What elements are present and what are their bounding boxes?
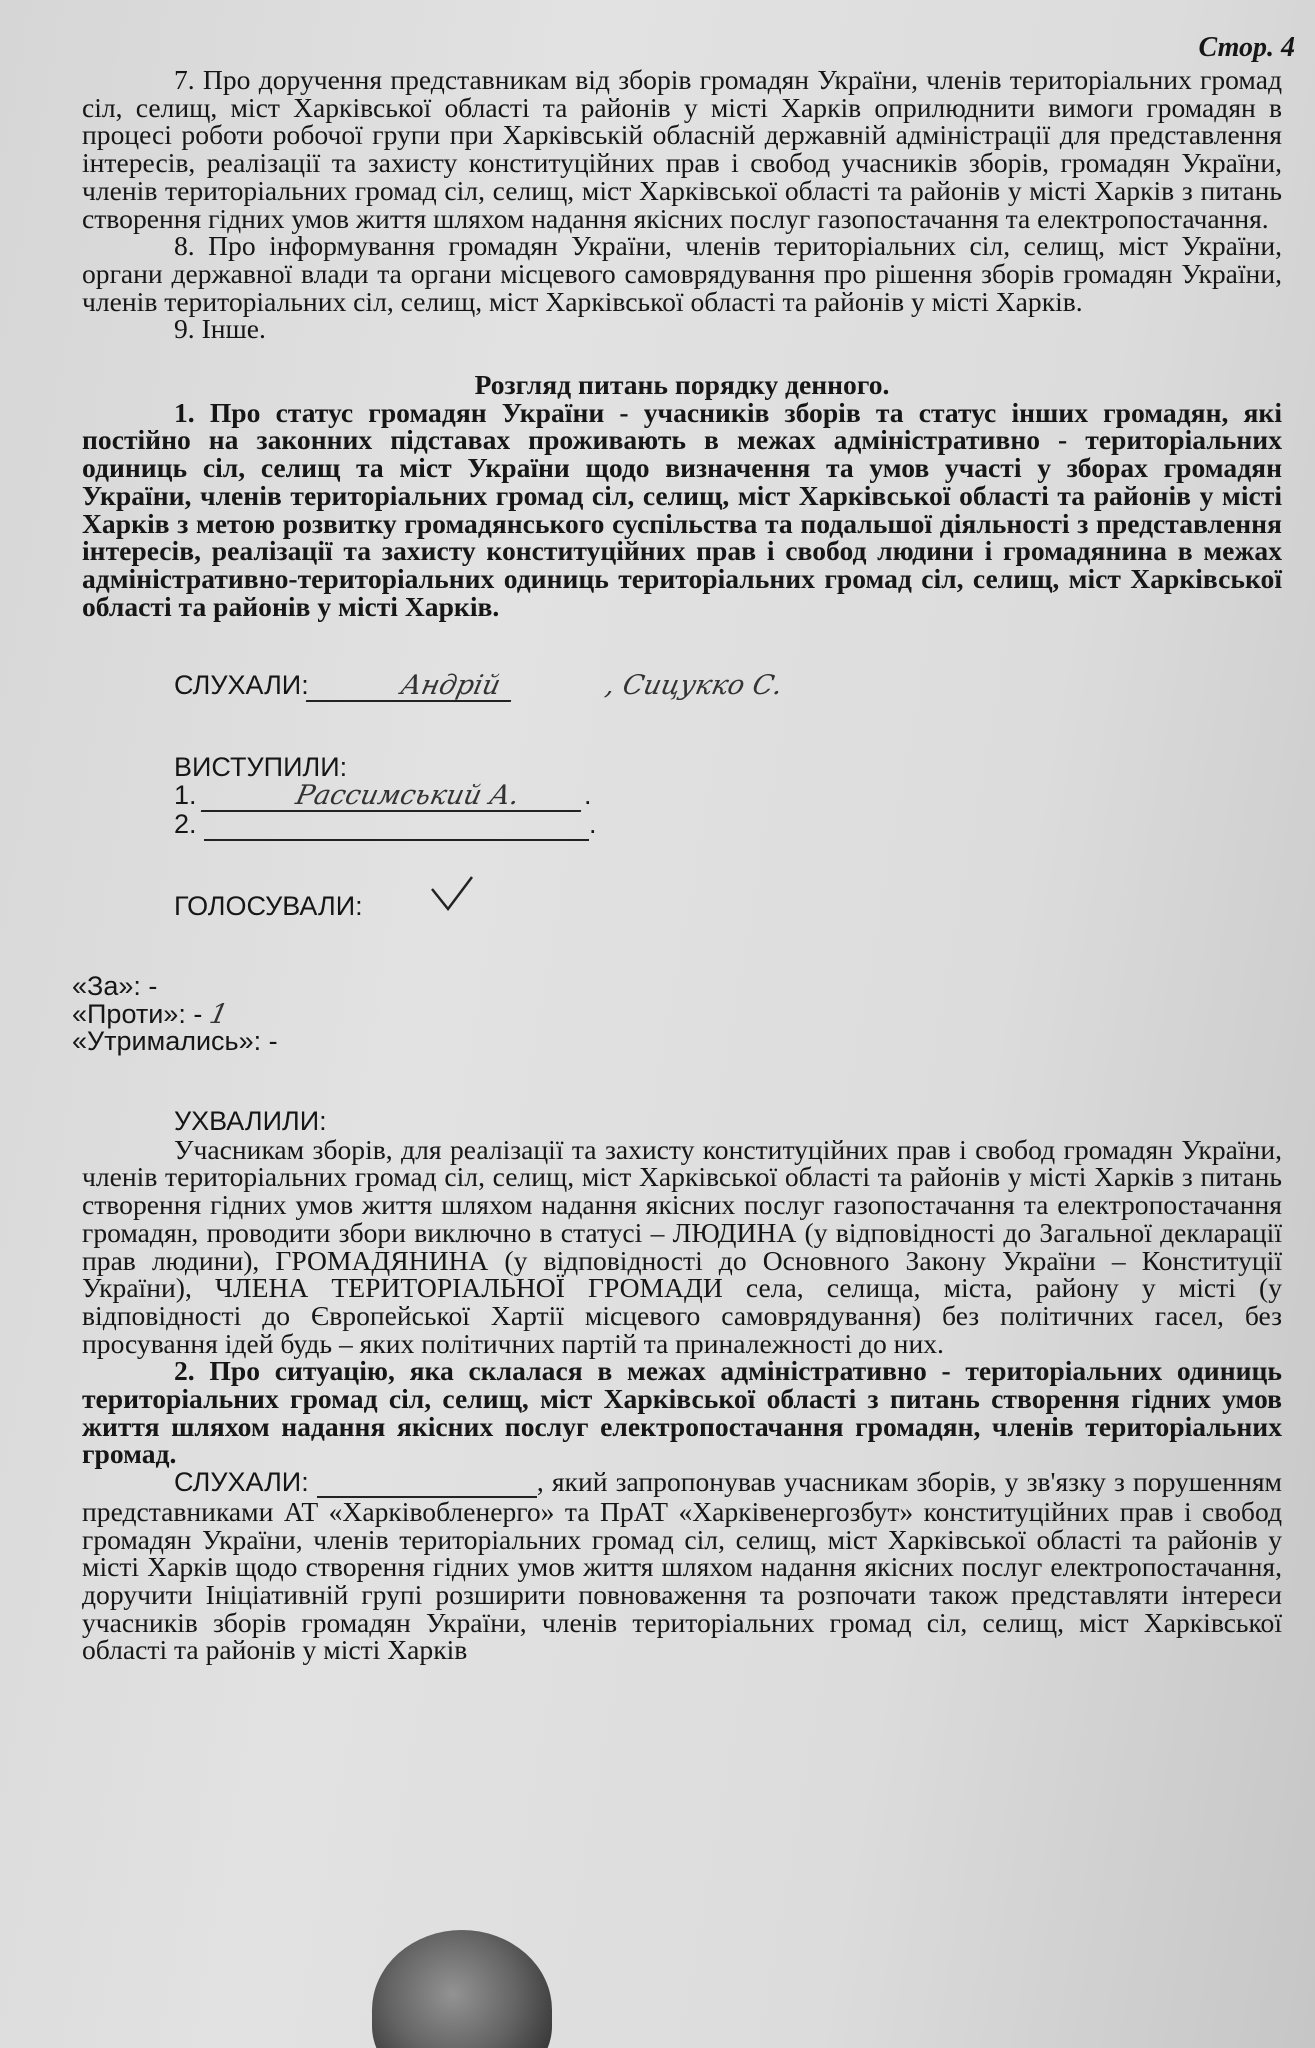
item2-title: 2. Про ситуацію, яка склалася в межах адміністративно - територіальних одиниць територіальних громад сіл, селищ, міст Харківської області з питань створення гідних умов життя шляхом надання якісних послуг електропостачання громадян, членів територіальних громад. bbox=[82, 1355, 1282, 1470]
spoke-1-prefix: 1. bbox=[174, 779, 197, 810]
voted-label: ГОЛОСУВАЛИ: bbox=[174, 891, 363, 922]
spoke-1-signature: Рассимський А. bbox=[201, 782, 587, 812]
item1-title: 1. Про статус громадян України - учасників зборів та статус інших громадян, які постійно на законних підставах проживають в межах адміністративно - територіальних одиниць сіл, селищ та міст України щодо визначення та умов участі у зборах громадян України, членів територіальних громад сіл, селищ, міст Харківської області та районів у місті Харків з метою розвитку громадянського суспільства та подальшої діяльності з представлення інтересів, реалізації та захисту конституційних прав і свобод людини і громадянина в межах адміністративно-територіальних одиниць територіальних громад сіл, селищ, міст Харківської області та районів у місті Харків. bbox=[82, 396, 1282, 622]
vote-against bbox=[72, 998, 1282, 1030]
heard2-text bbox=[82, 1468, 1282, 1664]
spoke-label: ВИСТУПИЛИ: bbox=[174, 752, 348, 783]
agenda-item-9: 9. Інше. bbox=[174, 313, 266, 345]
heard-line bbox=[82, 672, 1282, 702]
page-number: Стор. 4 bbox=[1198, 32, 1295, 63]
vote-abstain: «Утримались»: - bbox=[72, 1026, 278, 1057]
heard-label: СЛУХАЛИ: bbox=[174, 670, 309, 701]
thumb-occlusion bbox=[372, 1930, 552, 2048]
vote-against-handwritten: 1 bbox=[206, 998, 231, 1030]
agenda-item-8: 8. Про інформування громадян України, членів територіальних сіл, селищ, міст України, органи державної влади та органи місцевого самоврядування про рішення зборів громадян України, членів територіальних сіл, селищ, міст Харківської області та районів у місті Харків. bbox=[82, 230, 1282, 317]
spoke-2-prefix: 2. bbox=[174, 809, 197, 840]
heard-signature-2: , Сицукко С. bbox=[602, 670, 786, 702]
heard2-blank bbox=[317, 1468, 537, 1498]
heard-signature: Андрій bbox=[306, 672, 517, 702]
heard2-label: СЛУХАЛИ: bbox=[174, 1467, 309, 1498]
agenda-item-7: 7. Про доручення представникам від зборів громадян України, членів територіальних громад сіл, селищ, міст Харківської області та районів у місті Харків оприлюднити вимоги громадян в процесі роботи робочої групи при Харківській обласній державній адміністрації для представлення інтересів, реалізації та захисту конституційних прав і свобод учасників зборів, громадян України, членів територіальних громад сіл, селищ, міст Харківської області та районів у місті Харків з питань створення гідних умов життя шляхом надання якісних послуг газопостачання та електропостачання. bbox=[82, 64, 1282, 234]
spoke-1: 1. Рассимський А. . bbox=[174, 779, 592, 811]
spoke-2: 2. . bbox=[174, 809, 597, 840]
checkmark-icon bbox=[430, 875, 474, 913]
heard2-body: , який запропонував учасникам зборів, у зв'язку з порушенням представниками АТ «Харківобленерго» та ПрАТ «Харківенергозбут» конституційних прав і свобод громадян України, членів територіальних громад сіл, селищ, міст Харківської області та районів у місті Харків щодо створення гідних умов життя шляхом надання якісних послуг електропостачання, доручити Ініціативній групі розширити повноваження та розпочати також представляти інтереси учасників зборів громадян України, членів територіальних громад сіл, селищ, міст Харківської області та районів у місті Харків bbox=[82, 1466, 1282, 1666]
document-body bbox=[72, 64, 1282, 1666]
vote-against-label: «Проти»: - bbox=[72, 998, 203, 1029]
vote-for: «За»: - bbox=[72, 970, 158, 1001]
spoke-2-blank bbox=[204, 811, 589, 841]
resolved-text: Учасникам зборів, для реалізації та захисту конституційних прав і свобод громадян України, членів територіальних громад сіл, селищ, міст Харківської області та районів у місті Харків з питань створення гідних умов життя шляхом надання якісних послуг газопостачання та електропостачання громадян, проводити збори виключно в статусі – ЛЮДИНА (у відповідності до Загальної декларації прав людини), ГРОМАДЯНИНА (у відповідності до Основного Закону України – Конституції України), ЧЛЕНА ТЕРИТОРІАЛЬНОЇ ГРОМАДИ села, селища, міста, району у місті (у відповідності до Європейської Хартії місцевого самоврядування) без політичних гасел, без просування ідей будь – яких політичних партій та приналежності до них. bbox=[82, 1133, 1282, 1359]
agenda-heading: Розгляд питань порядку денного. bbox=[474, 369, 890, 401]
resolved-label: УХВАЛИЛИ: bbox=[174, 1105, 327, 1136]
